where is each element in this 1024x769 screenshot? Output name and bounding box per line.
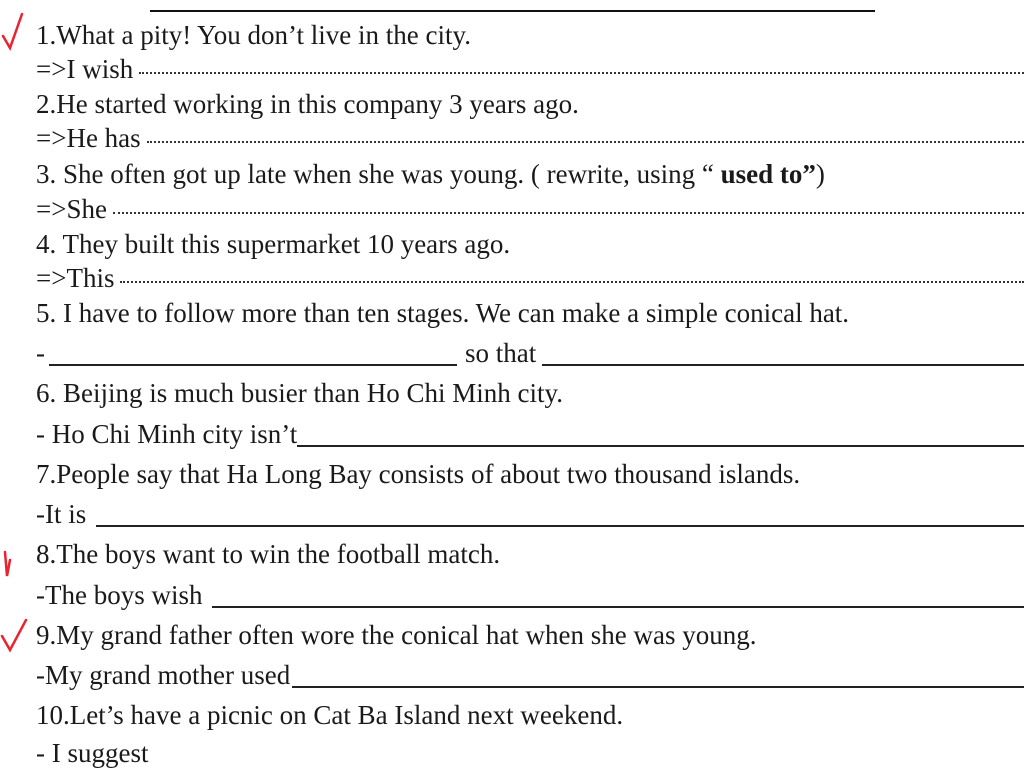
question-7: 7.People say that Ha Long Bay consists of about two thousand islands. — [36, 459, 801, 489]
answer-blank-9[interactable] — [292, 685, 1024, 688]
answer-line-8: -The boys wish — [36, 579, 1024, 611]
answer-blank-4[interactable] — [120, 280, 1024, 283]
question-4: 4. They built this supermarket 10 years ago. — [36, 229, 511, 259]
answer-blank-7[interactable] — [96, 524, 1024, 527]
answer-line-7: -It is — [36, 498, 1024, 530]
question-3: 3. She often got up late when she was young. ( rewrite, using “ used to” ) — [36, 159, 825, 189]
answer-blank-1[interactable] — [139, 71, 1024, 74]
answer-blank-3[interactable] — [113, 211, 1024, 214]
answer-blank-8[interactable] — [212, 605, 1024, 608]
answer-line-2: =>He has — [36, 122, 1024, 154]
question-5: 5. I have to follow more than ten stages. We can make a simple conical hat. — [36, 298, 850, 328]
answer-blank-2[interactable] — [147, 140, 1024, 143]
question-6: 6. Beijing is much busier than Ho Chi Minh city. — [36, 378, 563, 408]
answer-blank-5a[interactable] — [49, 363, 457, 366]
answer-line-9: -My grand mother used — [36, 659, 1024, 691]
answer-blank-6[interactable] — [297, 444, 1024, 447]
answer-line-1: =>I wish — [36, 53, 1024, 85]
top-rule — [150, 10, 875, 12]
check-mark-icon-8 — [0, 540, 20, 580]
answer-line-10: - I suggest — [36, 738, 149, 768]
question-2: 2.He started working in this company 3 years ago. — [36, 89, 579, 119]
question-8: 8.The boys want to win the football match. — [36, 539, 501, 569]
answer-line-6: - Ho Chi Minh city isn’t — [36, 418, 1024, 450]
question-1: 1.What a pity! You don’t live in the city. — [36, 20, 471, 50]
answer-line-3: =>She — [36, 193, 1024, 225]
answer-line-4: =>This — [36, 262, 1024, 294]
question-10: 10.Let’s have a picnic on Cat Ba Island next weekend. — [36, 700, 624, 730]
answer-line-5: - so that — [36, 337, 1024, 369]
check-mark-icon-9 — [0, 610, 32, 654]
check-mark-icon-1 — [0, 10, 30, 52]
question-9: 9.My grand father often wore the conical hat when she was young. — [36, 620, 757, 650]
answer-blank-5b[interactable] — [542, 363, 1024, 366]
